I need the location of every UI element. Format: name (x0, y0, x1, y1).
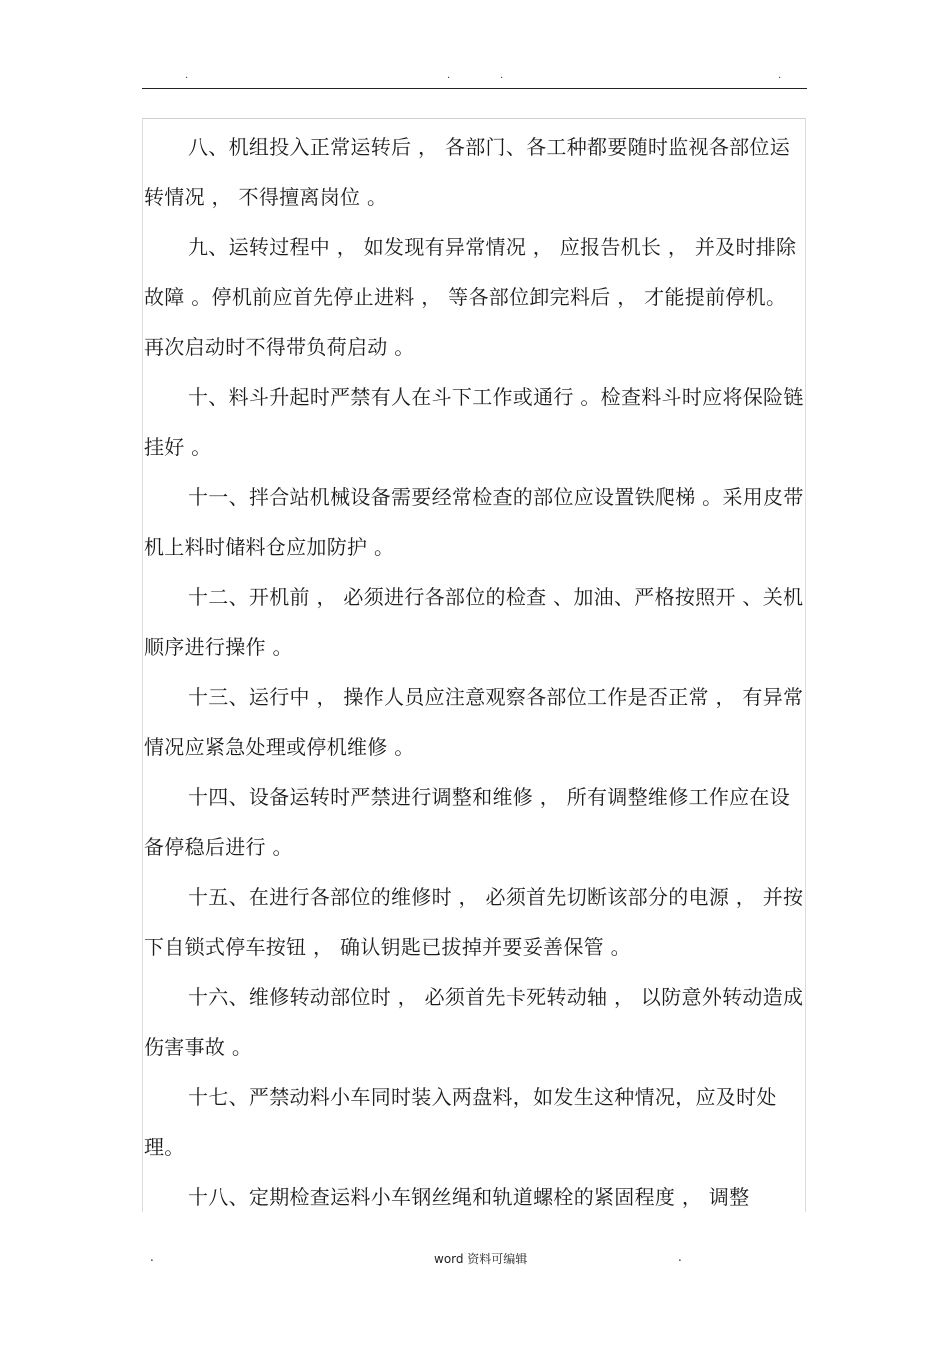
paragraph-14: 十四、设备运转时严禁进行调整和维修 ， 所有调整维修工作应在设备停稳后进行 。 (144, 785, 791, 859)
header-rule (142, 88, 807, 89)
header-dot: . (500, 70, 504, 81)
paragraph-11: 十一、拌合站机械设备需要经常检查的部位应设置铁爬梯 。采用皮带机上料时储料仓应加防护 。 (144, 485, 804, 559)
paragraph-13: 十三、运行中 ， 操作人员应注意观察各部位工作是否正常 ， 有异常情况应紧急处理或停机维修 。 (144, 685, 804, 759)
footer-text: word 资料可编辑 (434, 1252, 528, 1266)
paragraph-9: 九、运转过程中 ， 如发现有异常情况 ， 应报告机长 ， 并及时排除故障 。停机前应首先停止进料 ， 等各部位卸完料后 ， 才能提前停机。再次启动时不得带负荷启动 。 (144, 235, 797, 359)
paragraph-17: 十七、严禁动料小车同时装入两盘料，如发生这种情况，应及时处理。 (144, 1085, 777, 1159)
footer-dot-right: . (678, 1250, 682, 1264)
header-dot: . (185, 70, 189, 81)
paragraph-12: 十二、开机前 ， 必须进行各部位的检查 、加油、严格按照开 、关机顺序进行操作 。 (144, 585, 804, 659)
paragraph-8: 八、机组投入正常运转后 ， 各部门、各工种都要随时监视各部位运转情况 ， 不得擅离岗位 。 (144, 135, 791, 209)
header-dot: . (447, 70, 451, 81)
paragraph-15: 十五、在进行各部位的维修时 ， 必须首先切断该部分的电源 ， 并按下自锁式停车按钮 ， 确认钥匙已拔掉并要妥善保管 。 (144, 885, 804, 959)
header-dot: . (778, 70, 782, 81)
paragraph-16: 十六、维修转动部位时 ， 必须首先卡死转动轴 ， 以防意外转动造成伤害事故 。 (144, 985, 804, 1059)
paragraph-10: 十、料斗升起时严禁有人在斗下工作或通行 。检查料斗时应将保险链挂好 。 (144, 385, 804, 459)
document-body (144, 122, 806, 1222)
footer-dot-left: . (150, 1250, 154, 1264)
paragraph-18: 十八、定期检查运料小车钢丝绳和轨道螺栓的紧固程度 ， 调整 (188, 1185, 750, 1209)
